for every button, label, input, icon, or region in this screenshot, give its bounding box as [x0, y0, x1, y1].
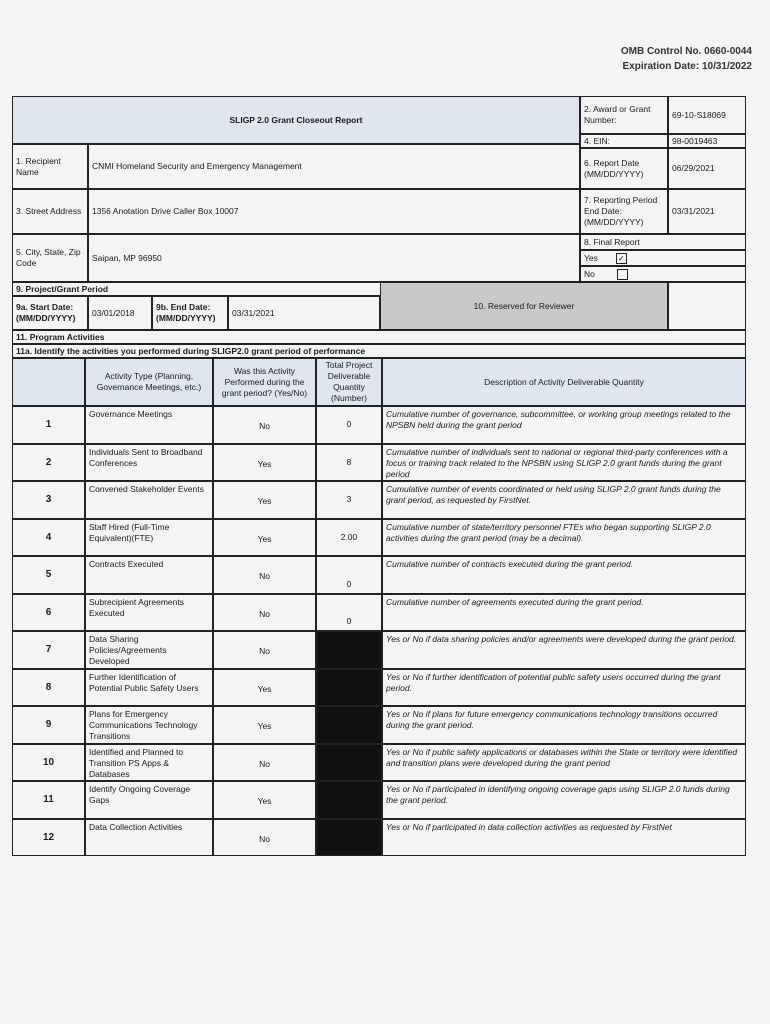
period-end-label: 7. Reporting Period End Date: (MM/DD/YYYY) [580, 189, 668, 234]
row-number: 7 [12, 631, 85, 669]
row-number: 8 [12, 669, 85, 707]
row-performed[interactable]: No [213, 556, 316, 594]
row-total-quantity [316, 819, 382, 857]
row-total-quantity[interactable]: 0 [316, 594, 382, 632]
omb-control: OMB Control No. 0660-0044 [620, 46, 752, 57]
city-label: 5. City, State, Zip Code [12, 234, 88, 282]
recipient-value[interactable]: CNMI Homeland Security and Emergency Management [88, 144, 580, 189]
row-activity-type: Plans for Emergency Communications Technology Transitions [85, 706, 213, 744]
row-number: 6 [12, 594, 85, 632]
row-performed[interactable]: Yes [213, 444, 316, 482]
reserved-blank [668, 282, 746, 330]
row-performed[interactable]: No [213, 594, 316, 632]
start-date-value[interactable]: 03/01/2018 [88, 296, 152, 330]
row-total-quantity[interactable]: 0 [316, 406, 382, 444]
row-number: 10 [12, 744, 85, 782]
row-description: Cumulative number of state/territory personnel FTEs who began supporting SLIGP 2.0 activities during the grant period (may be a decimal). [382, 519, 746, 557]
row-total-quantity [316, 781, 382, 819]
activities-subheading: 11a. Identify the activities you performed during SLIGP2.0 grant period of performance [12, 344, 746, 358]
final-yes-label: Yes [584, 252, 598, 263]
city-value[interactable]: Saipan, MP 96950 [88, 234, 580, 282]
row-total-quantity[interactable]: 3 [316, 481, 382, 519]
final-no-checkbox[interactable] [617, 269, 628, 280]
final-yes-row[interactable] [580, 250, 746, 266]
row-activity-type: Governance Meetings [85, 406, 213, 444]
activities-heading: 11. Program Activities [12, 330, 746, 344]
row-activity-type: Data Collection Activities [85, 819, 213, 857]
row-performed[interactable]: No [213, 744, 316, 782]
row-number: 11 [12, 781, 85, 819]
row-description: Cumulative number of contracts executed during the grant period. [382, 556, 746, 594]
row-activity-type: Staff Hired (Full-Time Equivalent)(FTE) [85, 519, 213, 557]
end-date-label: 9b. End Date: (MM/DD/YYYY) [152, 296, 228, 330]
row-number: 1 [12, 406, 85, 444]
row-total-quantity[interactable]: 8 [316, 444, 382, 482]
row-total-quantity [316, 706, 382, 744]
row-performed[interactable]: No [213, 819, 316, 857]
start-date-label: 9a. Start Date: (MM/DD/YYYY) [12, 296, 88, 330]
row-total-quantity[interactable]: 0 [316, 556, 382, 594]
reserved-for-reviewer: 10. Reserved for Reviewer [380, 282, 668, 330]
row-description: Yes or No if participated in identifying ongoing coverage gaps using SLIGP 2.0 funds during the grant period. [382, 781, 746, 819]
end-date-value[interactable]: 03/31/2021 [228, 296, 380, 330]
row-number: 9 [12, 706, 85, 744]
row-activity-type: Convened Stakeholder Events [85, 481, 213, 519]
row-activity-type: Subrecipient Agreements Executed [85, 594, 213, 632]
row-performed[interactable]: Yes [213, 781, 316, 819]
row-activity-type: Further Identification of Potential Public Safety Users [85, 669, 213, 707]
row-description: Cumulative number of governance, subcommittee, or working group meetings related to the NPSBN held during the grant period [382, 406, 746, 444]
row-description: Yes or No if further identification of potential public safety users occurred during the grant period. [382, 669, 746, 707]
row-performed[interactable]: Yes [213, 519, 316, 557]
row-number: 2 [12, 444, 85, 482]
row-description: Yes or No if plans for future emergency communications technology transitions occurred during the grant period. [382, 706, 746, 744]
row-performed[interactable]: Yes [213, 706, 316, 744]
col-desc-header: Description of Activity Deliverable Quantity [382, 358, 746, 406]
recipient-label: 1. Recipient Name [12, 144, 88, 189]
row-performed[interactable]: No [213, 406, 316, 444]
ein-value[interactable]: 98-0019463 [668, 134, 746, 148]
award-label: 2. Award or Grant Number: [580, 96, 668, 134]
row-total-quantity[interactable]: 2.00 [316, 519, 382, 557]
row-performed[interactable]: Yes [213, 669, 316, 707]
final-no-row[interactable] [580, 266, 746, 282]
closeout-form [12, 96, 746, 856]
col-performed-header: Was this Activity Performed during the grant period? (Yes/No) [213, 358, 316, 406]
row-description: Cumulative number of agreements executed during the grant period. [382, 594, 746, 632]
row-total-quantity [316, 631, 382, 669]
street-value[interactable]: 1356 Anotation Drive Caller Box 10007 [88, 189, 580, 234]
row-number: 4 [12, 519, 85, 557]
row-total-quantity [316, 744, 382, 782]
row-activity-type: Individuals Sent to Broadband Conferences [85, 444, 213, 482]
street-label: 3. Street Address [12, 189, 88, 234]
row-number: 12 [12, 819, 85, 857]
omb-info [621, 44, 752, 74]
col-num-header [12, 358, 85, 406]
form-title: SLIGP 2.0 Grant Closeout Report [12, 96, 580, 144]
omb-expiration: Expiration Date: 10/31/2022 [622, 61, 752, 72]
row-activity-type: Identified and Planned to Transition PS Apps & Databases [85, 744, 213, 782]
ein-label: 4. EIN: [580, 134, 668, 148]
row-total-quantity [316, 669, 382, 707]
row-description: Cumulative number of individuals sent to national or regional third-party conferences with a focus or training track related to the NPSBN using SLIGP 2.0 grant funds during the grant period [382, 444, 746, 482]
col-type-header: Activity Type (Planning, Governance Meetings, etc.) [85, 358, 213, 406]
row-performed[interactable]: Yes [213, 481, 316, 519]
report-date-value[interactable]: 06/29/2021 [668, 148, 746, 189]
award-value[interactable]: 69-10-S18069 [668, 96, 746, 134]
row-description: Yes or No if data sharing policies and/or agreements were developed during the grant period. [382, 631, 746, 669]
report-date-label: 6. Report Date (MM/DD/YYYY) [580, 148, 668, 189]
period-heading: 9. Project/Grant Period [12, 282, 580, 296]
col-total-header: Total Project Deliverable Quantity (Number) [316, 358, 382, 406]
row-activity-type: Contracts Executed [85, 556, 213, 594]
row-number: 5 [12, 556, 85, 594]
row-description: Yes or No if public safety applications or databases within the State or territory were identified and transition plans were developed during the grant period [382, 744, 746, 782]
row-performed[interactable]: No [213, 631, 316, 669]
final-report-label: 8. Final Report [580, 234, 746, 250]
row-description: Cumulative number of events coordinated or held using SLIGP 2.0 grant funds during the grant period, as requested by FirstNet. [382, 481, 746, 519]
period-end-value[interactable]: 03/31/2021 [668, 189, 746, 234]
row-activity-type: Data Sharing Policies/Agreements Developed [85, 631, 213, 669]
row-description: Yes or No if participated in data collection activities as requested by FirstNet [382, 819, 746, 857]
row-activity-type: Identify Ongoing Coverage Gaps [85, 781, 213, 819]
final-no-label: No [584, 268, 595, 279]
final-yes-checkbox[interactable]: ✓ [616, 253, 627, 264]
row-number: 3 [12, 481, 85, 519]
